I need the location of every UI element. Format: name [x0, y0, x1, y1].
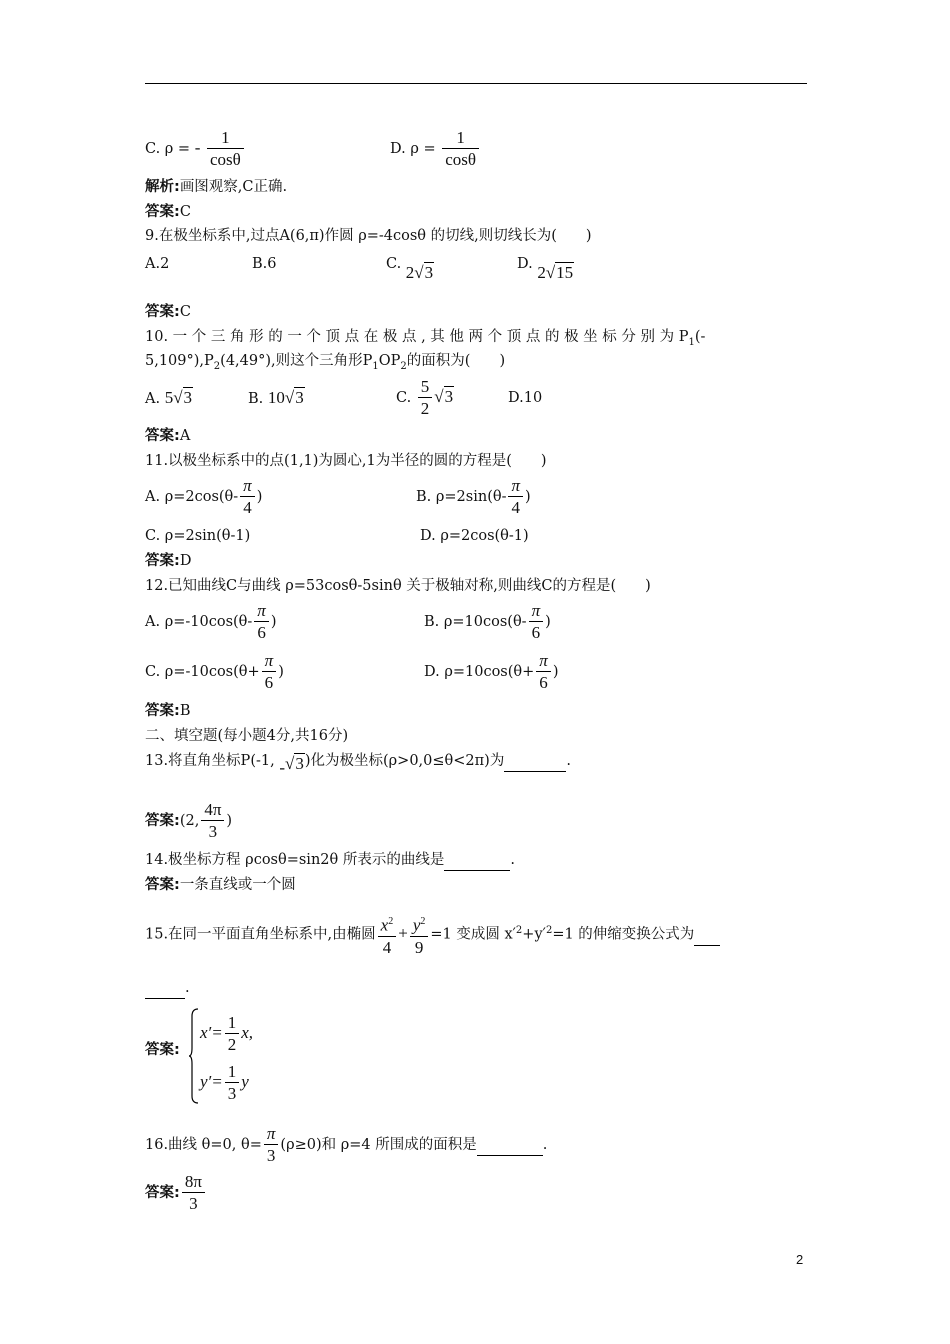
- page-number: 2: [796, 1252, 804, 1267]
- q8-answer: 答案:C: [145, 204, 191, 220]
- q13-stem: 13.将直角坐标P(-1, -√3)化为极坐标(ρ>0,0≤θ<2π)为 .: [145, 753, 571, 777]
- q11-stem: 11.以极坐标系中的点(1,1)为圆心,1为半径的圆的方程是( ): [145, 453, 547, 469]
- q9-option-c: C. 2√3: [386, 256, 434, 282]
- q16-blank: [477, 1135, 543, 1156]
- q10-stem-line1: 10. 一 个 三 角 形 的 一 个 顶 点 在 极 点 , 其 他 两 个 顶 点 的 极 坐 标 分 别 为 $P_1(-$: [145, 329, 706, 348]
- q14-answer: 答案:一条直线或一个圆: [145, 877, 296, 893]
- header-rule: [145, 83, 807, 84]
- q11-option-d: D. ρ=2cos(θ-1): [420, 528, 529, 544]
- q11-option-b: B. ρ=2sin(θ- $\frac{\pi}{4}$ ): [416, 476, 531, 517]
- q9-option-d: D. 2√15: [517, 256, 574, 282]
- q9-answer: 答案:C: [145, 304, 191, 320]
- q8-options: [145, 128, 246, 170]
- q13-blank: [504, 751, 566, 772]
- q14-stem: 14.极坐标方程 ρcosθ=sin2θ 所表示的曲线是 .: [145, 850, 515, 871]
- section-title-fill-in: 二、填空题(每小题4分,共16分): [145, 728, 349, 744]
- q15-left-brace: [189, 1008, 199, 1104]
- q10-option-d: D.10: [508, 390, 543, 406]
- q12-option-d: D. ρ=10cos(θ+ $\frac{\pi}{6}$ ): [424, 651, 559, 692]
- q8-option-d-label: D. ρ =: [390, 141, 436, 157]
- q12-answer: 答案:B: [145, 703, 191, 719]
- q9-option-a: A.2: [145, 256, 170, 272]
- q13-answer: 答案:(2, $\frac{4\pi}{3}$ ): [145, 800, 233, 841]
- q16-answer: 答案: $\frac{8\pi}{3}$: [145, 1172, 207, 1214]
- q14-blank: [444, 850, 510, 871]
- q8-analysis: 解析:画图观察,C正确.: [145, 179, 288, 195]
- q11-answer: 答案:D: [145, 553, 192, 569]
- q15-stem-continued: .: [145, 978, 190, 999]
- q9-stem: 9.在极坐标系中,过点A(6,π)作圆 ρ=-4cosθ 的切线,则切线长为( ): [145, 228, 592, 244]
- q8-option-c-label: C. ρ =: [145, 141, 191, 157]
- q8-option-c-minus: -: [194, 138, 201, 157]
- q10-option-a: A. 5√3: [145, 388, 193, 407]
- q10-answer: 答案:A: [145, 428, 191, 444]
- q8-option-d-fraction: $\frac{1}{\cos\theta}$: [442, 128, 479, 170]
- q10-option-b: B. 10√3: [248, 388, 304, 407]
- q15-answer-label: 答案:: [145, 1042, 180, 1058]
- q12-stem: 12.已知曲线C与曲线 ρ=53cosθ-5sinθ 关于极轴对称,则曲线C的方程是( ): [145, 578, 651, 594]
- q15-blank: [145, 978, 185, 999]
- q15-stem: 15.在同一平面直角坐标系中,由椭圆 $\frac{x^2}{4}$ + $\frac{y^2}{9}$ =1 变成圆 $x'^2+y'^2=1$ 的伸缩变换公式为: [145, 912, 720, 958]
- q15-answer-eq2: y′= $\frac{1}{3}$ y: [200, 1062, 249, 1103]
- q12-option-a: A. ρ=-10cos(θ- $\frac{\pi}{6}$ ): [145, 601, 277, 642]
- q10-option-c: C. $\frac{5}{2}$ √3: [396, 377, 454, 418]
- q16-stem: 16.曲线 θ=0, θ= $\frac{\pi}{3}$ (ρ≥0)和 ρ=4 所围成的面积是 .: [145, 1124, 548, 1165]
- q8-option-c-fraction: $\frac{1}{\cos\theta}$: [207, 128, 244, 170]
- q12-option-b: B. ρ=10cos(θ- $\frac{\pi}{6}$ ): [424, 601, 551, 642]
- q12-option-c: C. ρ=-10cos(θ+ $\frac{\pi}{6}$ ): [145, 651, 284, 692]
- q11-option-c: C. ρ=2sin(θ-1): [145, 528, 251, 544]
- q9-option-b: B.6: [252, 256, 277, 272]
- q15-answer-eq1: x′= $\frac{1}{2}$ x,: [200, 1013, 254, 1054]
- q10-stem-line2: $5,109^\circ),P_2(4,49^\circ)$,则这个三角形$P_1OP_2$的面积为( ): [145, 353, 506, 372]
- q8-option-d: [390, 128, 481, 170]
- q11-option-a: A. ρ=2cos(θ- $\frac{\pi}{4}$ ): [145, 476, 263, 517]
